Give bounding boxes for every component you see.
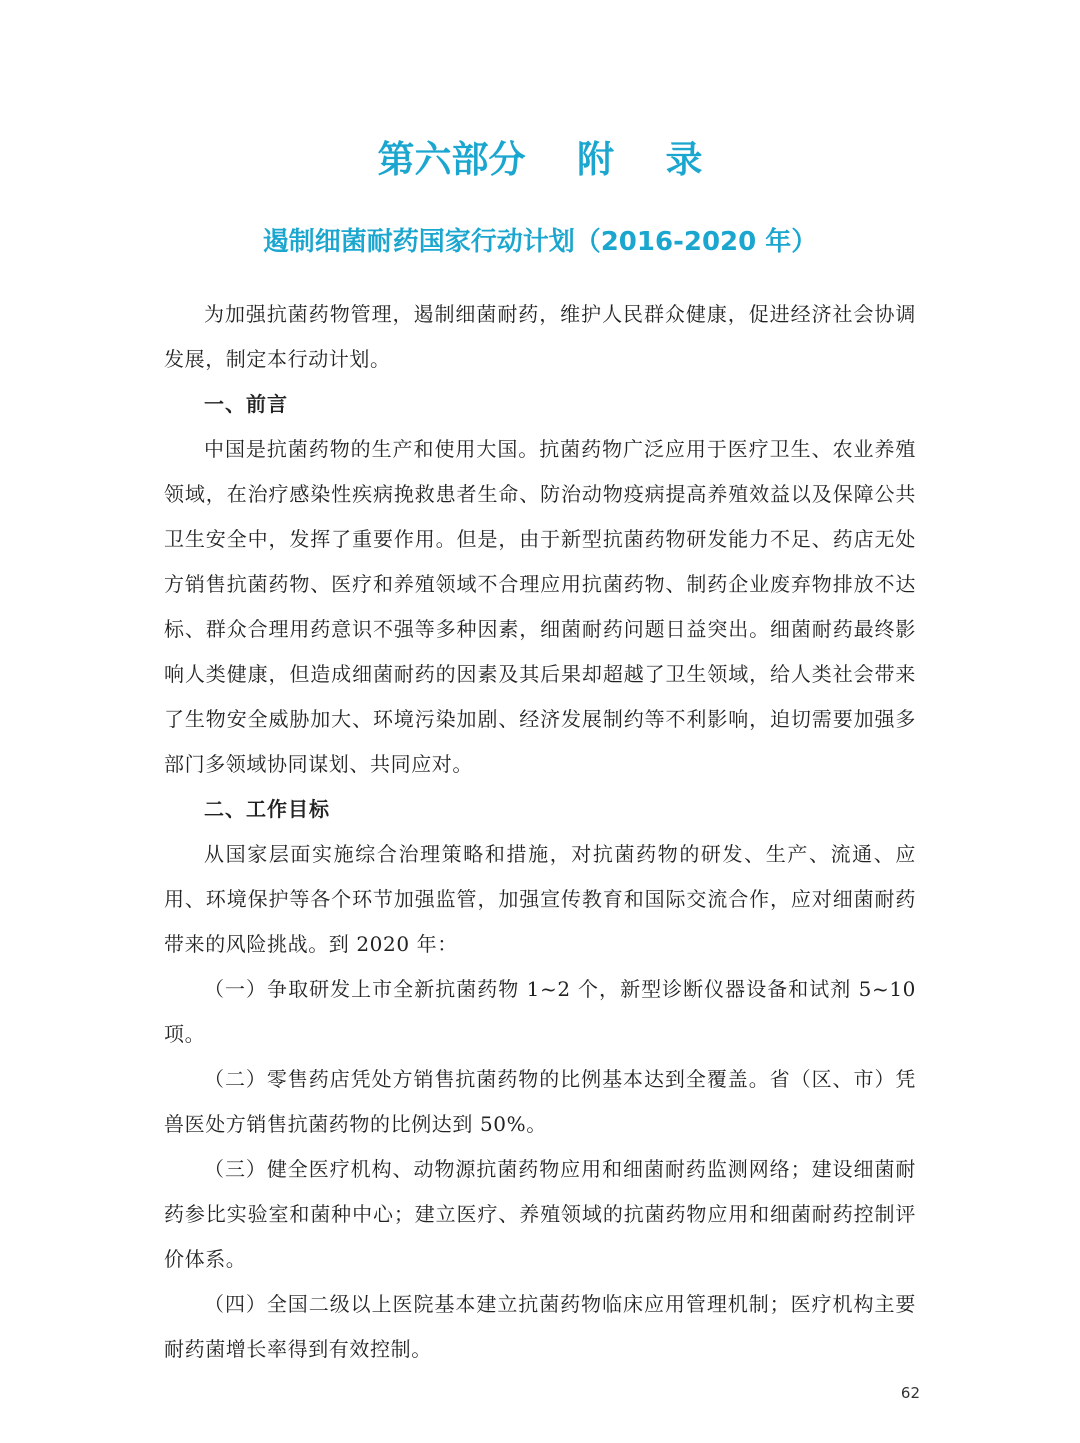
goal-item-2: （二）零售药店凭处方销售抗菌药物的比例基本达到全覆盖。省（区、市）凭兽医处方销售抗菌药物的比例达到 50%。: [164, 1067, 916, 1136]
document-body: [164, 292, 916, 1372]
intro-paragraph: 为加强抗菌药物管理，遏制细菌耐药，维护人民群众健康，促进经济社会协调发展，制定本行动计划。: [164, 302, 916, 371]
part-title: 第六部分 附 录: [377, 138, 703, 181]
goals-intro-paragraph: 从国家层面实施综合治理策略和措施，对抗菌药物的研发、生产、流通、应用、环境保护等各个环节加强监管，加强宣传教育和国际交流合作，应对细菌耐药带来的风险挑战。到 2020 年：: [164, 842, 916, 956]
goal-item-1: （一）争取研发上市全新抗菌药物 1~2 个，新型诊断仪器设备和试剂 5~10 项。: [164, 977, 916, 1046]
preface-paragraph: 中国是抗菌药物的生产和使用大国。抗菌药物广泛应用于医疗卫生、农业养殖领域，在治疗感染性疾病挽救患者生命、防治动物疫病提高养殖效益以及保障公共卫生安全中，发挥了重要作用。但是，由于新型抗菌药物研发能力不足、药店无处方销售抗菌药物、医疗和养殖领域不合理应用抗菌药物、制药企业废弃物排放不达标、群众合理用药意识不强等多种因素，细菌耐药问题日益突出。细菌耐药最终影响人类健康，但造成细菌耐药的因素及其后果却超越了卫生领域，给人类社会带来了生物安全威胁加大、环境污染加剧、经济发展制约等不利影响，迫切需要加强多部门多领域协同谋划、共同应对。: [164, 437, 916, 776]
section-heading-preface: 一、前言: [204, 392, 288, 416]
goal-item-4: （四）全国二级以上医院基本建立抗菌药物临床应用管理机制；医疗机构主要耐药菌增长率得到有效控制。: [164, 1292, 916, 1361]
page-number: 62: [900, 1384, 920, 1402]
section-heading-goals: 二、工作目标: [204, 797, 330, 821]
document-title: 遏制细菌耐药国家行动计划（2016-2020 年）: [262, 227, 818, 257]
goal-item-3: （三）健全医疗机构、动物源抗菌药物应用和细菌耐药监测网络；建设细菌耐药参比实验室和菌种中心；建立医疗、养殖领域的抗菌药物应用和细菌耐药控制评价体系。: [164, 1157, 916, 1271]
